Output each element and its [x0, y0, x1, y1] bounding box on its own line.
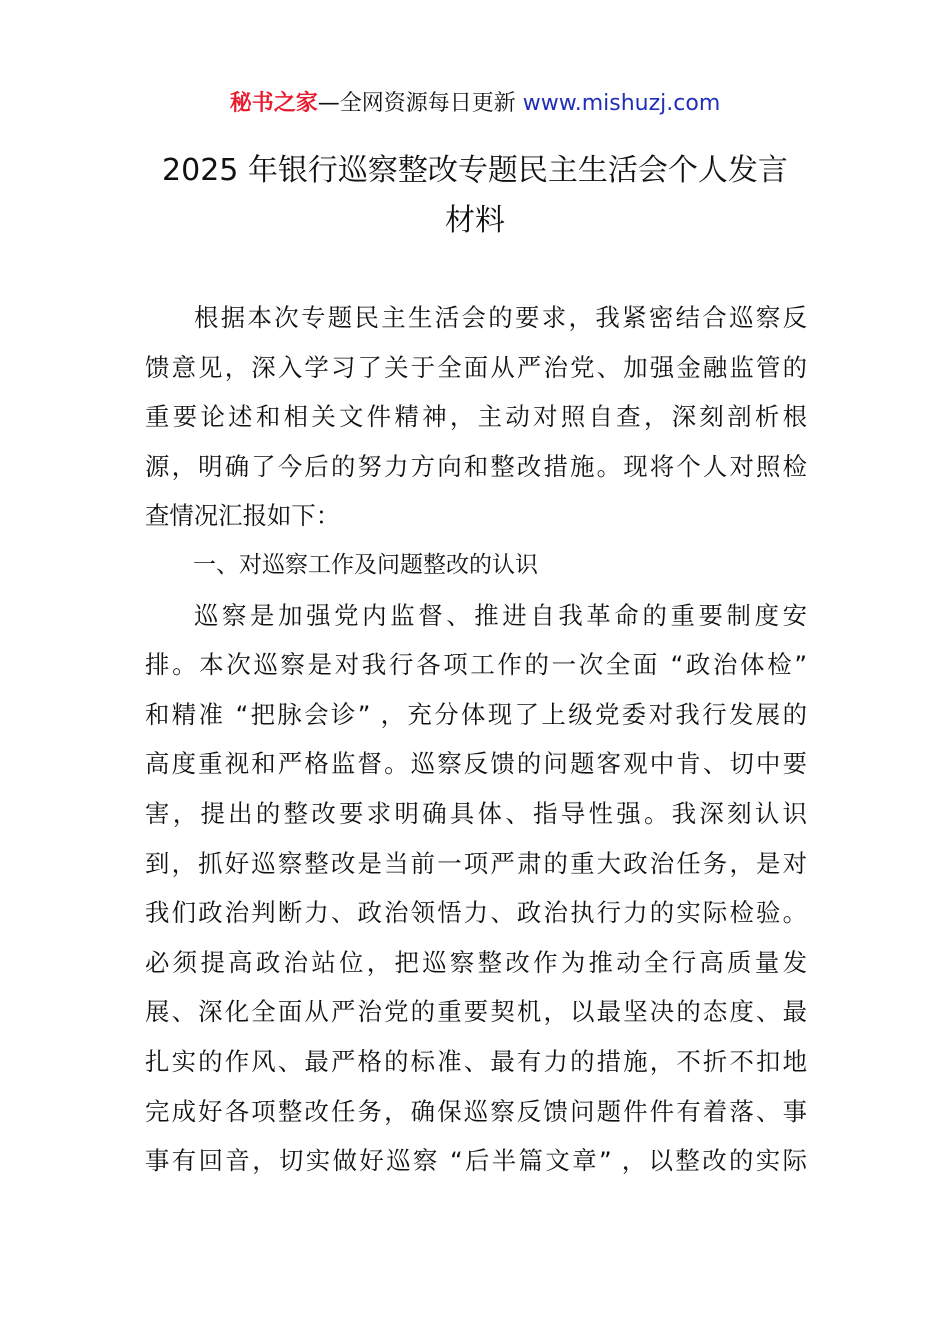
- text-line: 馈意见，深入学习了关于全面从严治党、加强金融监管的: [145, 352, 807, 382]
- document-title: [120, 146, 830, 246]
- text-line: 事有回音，切实做好巡察 “后半篇文章” ，以整改的实际: [145, 1146, 807, 1176]
- text-line: 害，提出的整改要求明确具体、指导性强。我深刻认识: [145, 798, 807, 828]
- brand-name: 秘书之家: [229, 91, 318, 116]
- text-line: 查情况汇报如下：: [145, 501, 341, 531]
- text-line: 展、深化全面从严治党的重要契机，以最坚决的态度、最: [145, 997, 807, 1027]
- text-line: 重要论述和相关文件精神，主动对照自查，深刻剖析根: [145, 402, 807, 432]
- text-line: 和精准 “把脉会诊” ，充分体现了上级党委对我行发展的: [145, 699, 807, 729]
- text-line: 扎实的作风、最严格的标准、最有力的措施，不折不扣地: [145, 1046, 807, 1076]
- section-1-paragraph: [145, 591, 807, 1186]
- document-body: [145, 293, 807, 1186]
- text-line: 我们政治判断力、政治领悟力、政治执行力的实际检验。: [145, 898, 807, 928]
- site-url-link[interactable]: www.mishuzj.com: [515, 91, 721, 116]
- title-line-1: 2025 年银行巡察整改专题民主生活会个人发言: [162, 153, 788, 188]
- header-tagline: —全网资源每日更新: [317, 91, 516, 116]
- section-heading: [145, 541, 807, 591]
- text-line: 源，明确了今后的努力方向和整改措施。现将个人对照检: [145, 451, 807, 481]
- text-line: 根据本次专题民主生活会的要求，我紧密结合巡察反: [194, 303, 807, 332]
- title-line-2: 材料: [445, 203, 505, 238]
- text-line: 巡察是加强党内监督、推进自我革命的重要制度安: [194, 600, 807, 630]
- intro-paragraph: [145, 293, 807, 541]
- text-line: 必须提高政治站位，把巡察整改作为推动全行高质量发: [145, 947, 807, 977]
- site-header: [0, 86, 950, 122]
- text-line: 到，抓好巡察整改是当前一项严肃的重大政治任务，是对: [145, 848, 807, 878]
- text-line: 完成好各项整改任务，确保巡察反馈问题件件有着落、事: [145, 1096, 807, 1126]
- section-1-heading: 一、对巡察工作及问题整改的认识: [193, 551, 538, 578]
- text-line: 高度重视和严格监督。巡察反馈的问题客观中肯、切中要: [145, 749, 807, 779]
- text-line: 排。本次巡察是对我行各项工作的一次全面 “政治体检”: [145, 650, 807, 680]
